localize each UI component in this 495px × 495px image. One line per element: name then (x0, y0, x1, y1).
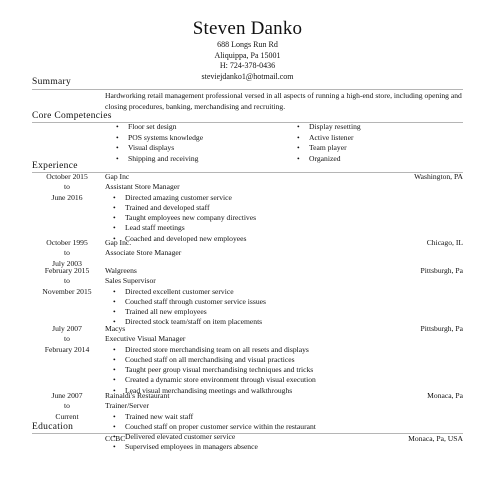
job-bullets (105, 193, 463, 244)
job-location: Pittsburgh, Pa (420, 324, 463, 333)
competencies-divider (32, 122, 463, 123)
address-line-2: Aliquippa, Pa 15001 (214, 50, 281, 60)
job-bullet: • Directed store merchandising team on all resets and displays (111, 345, 463, 355)
job-bullets (105, 345, 463, 396)
job-start-date: July 2007 (52, 324, 82, 333)
education-school: CCBC (105, 434, 126, 443)
competency-item: • Display resetting (295, 122, 361, 133)
summary-heading: Summary (32, 77, 72, 87)
job-title: Assistant Store Manager (105, 182, 180, 192)
job-bullet: • Supervised employees in managers absence (111, 442, 463, 452)
education-heading: Education (32, 422, 74, 432)
phone-number: H: 724-378-0436 (219, 61, 276, 70)
job-bullet: • Coached and developed new employees (111, 234, 463, 244)
job-start-date: February 2015 (44, 266, 90, 275)
job-date-separator: to (64, 248, 70, 258)
job-start-date: October 2015 (46, 172, 88, 181)
job-bullet: • Couched staff on proper customer service within the restaurant (111, 422, 463, 432)
job-bullets (105, 287, 463, 328)
job-company: Walgreens (105, 266, 137, 275)
job-start-date: June 2007 (51, 391, 83, 400)
job-dates (32, 238, 102, 269)
job-header (105, 324, 463, 334)
competencies-heading: Core Competencies (32, 111, 112, 121)
experience-heading: Experience (32, 161, 78, 171)
job-end-date: June 2016 (51, 192, 83, 202)
job-bullet: • Lead visual merchandising meetings and walkthroughs (111, 386, 463, 396)
job-bullet: • Directed stock team/staff on item placements (111, 317, 463, 327)
job-company: Macys (105, 324, 126, 333)
job-end-date: February 2014 (44, 344, 90, 354)
job-title: Sales Supervisor (105, 276, 156, 286)
job-bullet: • Lead staff meetings (111, 223, 463, 233)
job-dates (32, 324, 102, 355)
job-date-separator: to (64, 276, 70, 286)
job-bullet: • Created a dynamic store environment through visual execution (111, 375, 463, 385)
job-bullet: • Directed amazing customer service (111, 193, 463, 203)
job-header (105, 266, 463, 276)
job-bullet: • Delivered elevated customer service (111, 432, 463, 442)
summary-text: Hardworking retail management professional versed in all aspects of running a high-end store, including opening and closing procedures, banking, merchandising and recruiting. (105, 91, 462, 111)
job-location: Monaca, Pa (427, 391, 463, 400)
education-entry (105, 434, 463, 444)
job-start-date: October 1995 (46, 238, 88, 247)
job-location: Chicago, IL (426, 238, 463, 247)
job-location: Washington, PA (414, 172, 463, 181)
competency-item: • Team player (295, 143, 361, 154)
job-bullet: • Trained and developed staff (111, 203, 463, 213)
job-title: Executive Visual Manager (105, 334, 186, 344)
job-dates (32, 266, 102, 297)
education-location: Monaca, Pa, USA (408, 434, 463, 443)
competency-item: • Organized (295, 154, 361, 165)
job-dates (32, 391, 102, 422)
job-dates (32, 172, 102, 203)
email-address: steviejdanko1@hotmail.com (201, 71, 294, 81)
competency-item: • POS systems knowledge (114, 133, 203, 144)
competencies-left-list (114, 122, 203, 164)
competency-item: • Visual displays (114, 143, 203, 154)
job-header (105, 238, 463, 248)
resume-header (0, 18, 495, 82)
candidate-name: Steven Danko (192, 18, 303, 39)
job-bullet: • Couched staff on all merchandising and visual practices (111, 355, 463, 365)
job-end-date: July 2003 (52, 258, 82, 268)
competency-item: • Floor set design (114, 122, 203, 133)
competencies-right-list (295, 122, 361, 164)
job-company: Rainaldi's Restaurant (105, 391, 170, 400)
job-bullet: • Trained new wait staff (111, 412, 463, 422)
job-location: Pittsburgh, Pa (420, 266, 463, 275)
job-title: Trainer/Server (105, 401, 150, 411)
job-company: Gap Inc. (105, 238, 132, 247)
job-entry (105, 324, 463, 396)
job-entry (105, 266, 463, 328)
job-end-date: Current (55, 411, 79, 421)
job-date-separator: to (64, 182, 70, 192)
job-entry (105, 172, 463, 244)
job-header (105, 391, 463, 401)
job-bullet: • Taught peer group visual merchandising techniques and tricks (111, 365, 463, 375)
job-bullet: • Directed excellent customer service (111, 287, 463, 297)
job-date-separator: to (64, 401, 70, 411)
job-bullet: • Taught employees new company directives (111, 213, 463, 223)
competency-item: • Active listener (295, 133, 361, 144)
job-date-separator: to (64, 334, 70, 344)
job-bullet: • Couched staff through customer service issues (111, 297, 463, 307)
job-header (105, 172, 463, 182)
job-company: Gap Inc (105, 172, 130, 181)
address-line-1: 688 Longs Run Rd (217, 40, 278, 49)
job-end-date: November 2015 (42, 286, 92, 296)
job-bullet: • Trained all new employees (111, 307, 463, 317)
job-title: Associate Store Manager (105, 248, 182, 258)
job-entry (105, 238, 463, 259)
competency-item: • Shipping and receiving (114, 154, 203, 165)
